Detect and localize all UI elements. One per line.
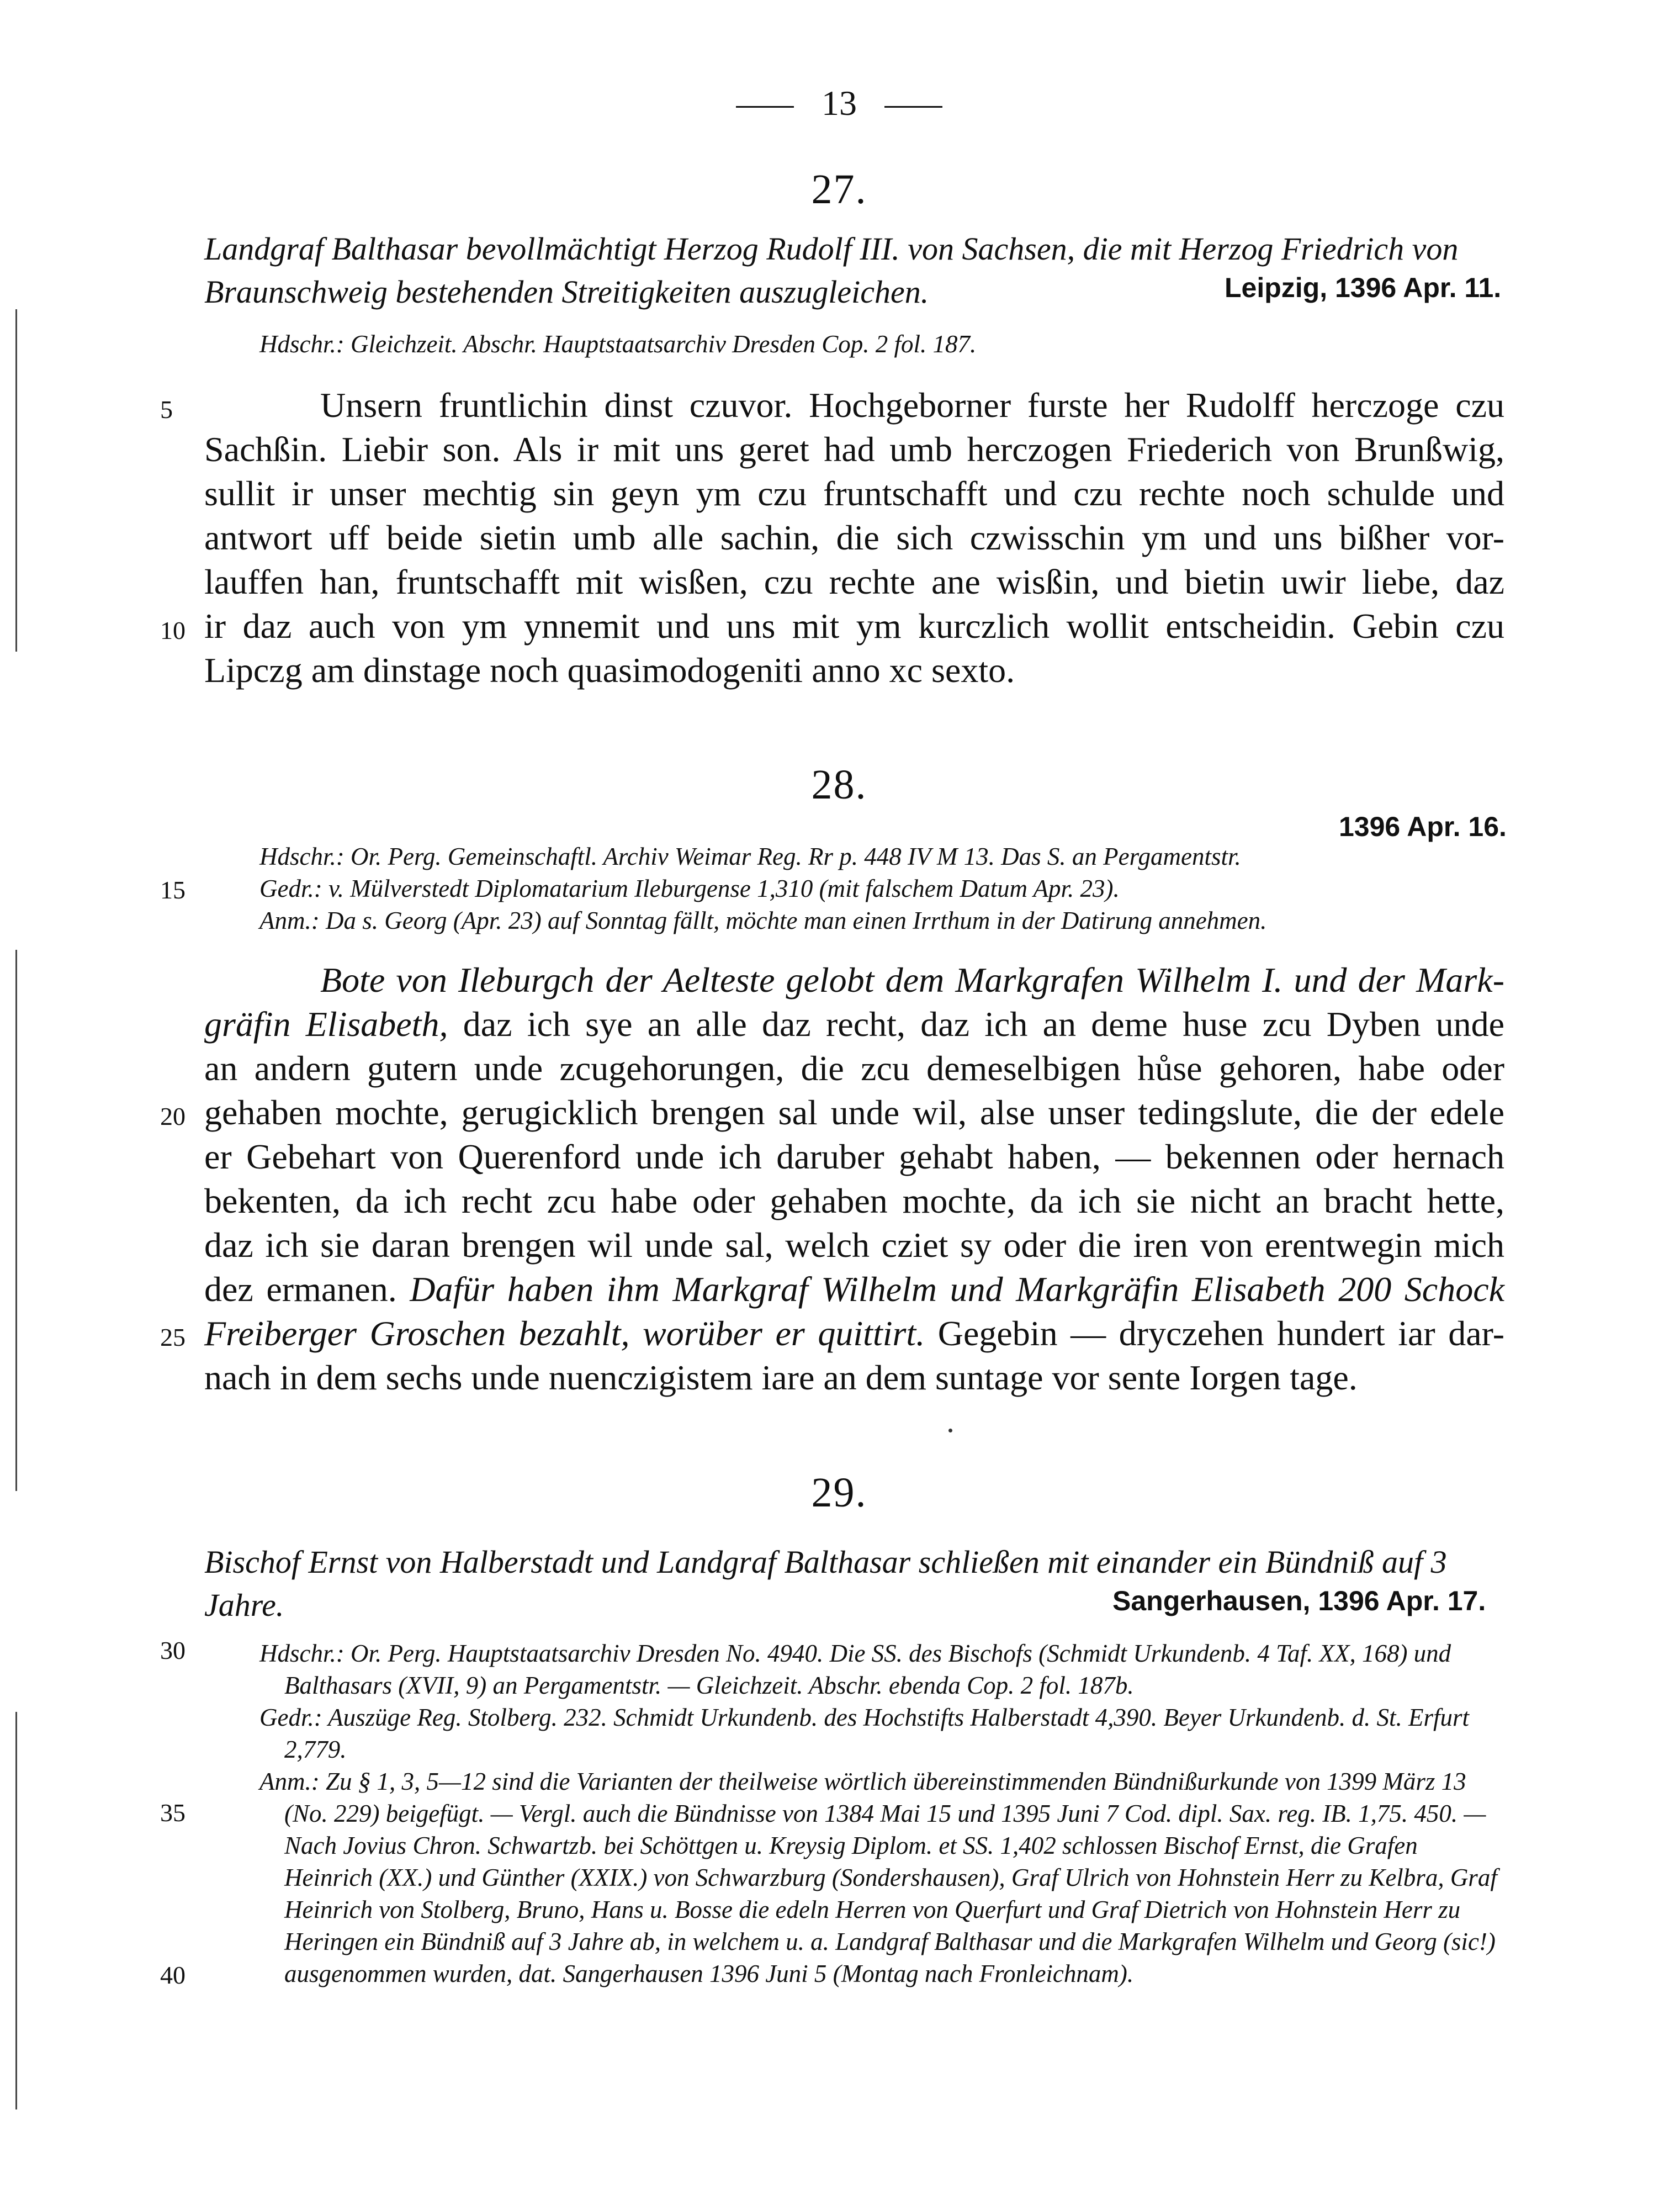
note-line: Gedr.: v. Mülverstedt Diplomatarium Ileburgense 1,310 (mit falschem Datum Apr. 23). bbox=[259, 875, 1120, 902]
text-line bbox=[204, 1356, 1504, 1400]
document-number: 27. bbox=[811, 166, 867, 213]
text-line: antwort uff beide sietin umb alle sachin, die sich czwisschin ym und uns bißher vor- bbox=[204, 518, 1504, 557]
note-line: Hdschr.: Gleichzeit. Abschr. Hauptstaatsarchiv Dresden Cop. 2 fol. 187. bbox=[259, 330, 977, 358]
text-line: Unsern fruntlichin dinst czuvor. Hochgeborner furste her Rudolff herczoge czu bbox=[320, 385, 1504, 425]
text-line: Lipczg am dinstage noch quasimodogeniti anno xc sexto. bbox=[204, 651, 1015, 690]
text-line bbox=[204, 1223, 1504, 1267]
page-number bbox=[701, 83, 977, 124]
manuscript-notes bbox=[259, 1637, 1510, 1990]
line-number: 5 bbox=[160, 395, 173, 424]
left-margin-rule bbox=[15, 1712, 17, 2109]
note-line: Gedr.: Auszüge Reg. Stolberg. 232. Schmidt Urkundenb. des Hochstifts Halberstadt 4,390. Beyer Urkundenb. d. St. Erfurt 2,779. bbox=[259, 1704, 1470, 1763]
document-regest: Bischof Ernst von Halberstadt und Landgraf Balthasar schließen mit einander ein Bündniß auf 3 Jahre. bbox=[204, 1544, 1447, 1623]
text-line bbox=[204, 1135, 1504, 1179]
line-number: 15 bbox=[160, 876, 186, 904]
note-line: Anm.: Da s. Georg (Apr. 23) auf Sonntag fällt, möchte man einen Irrthum in der Datirung annehmen. bbox=[259, 907, 1267, 934]
text-line: ir daz auch von ym ynnemit und uns mit ym kurczlich wollit entscheidin. Gebin czu bbox=[204, 606, 1504, 646]
note-line: Hdschr.: Or. Perg. Gemeinschaftl. Archiv Weimar Reg. Rr p. 448 IV M 13. Das S. an Pergamentstr. bbox=[259, 843, 1241, 870]
text-roman: dez ermanen. bbox=[204, 1270, 410, 1309]
text-line: Sachßin. Liebir son. Als ir mit uns geret had umb herczogen Friederich von Brunßwig, bbox=[204, 430, 1504, 469]
text-roman: er Gebehart von Querenford unde ich daruber gehabt haben, — bekennen oder hernach bbox=[204, 1137, 1504, 1176]
text-roman: daz ich sie daran brengen wil unde sal, welch cziet sy oder die iren von erentwegin mich bbox=[204, 1225, 1504, 1265]
text-italic: Freiberger Groschen bezahlt, worüber er quittirt. bbox=[204, 1314, 925, 1353]
page-number-value: 13 bbox=[822, 83, 857, 123]
text-italic: gräfin Elisabeth, bbox=[204, 1004, 448, 1044]
text-roman: an andern gutern unde zcugehorungen, die zcu demeselbigen hůse gehoren, habe oder bbox=[204, 1049, 1504, 1088]
document-place-date: 1396 Apr. 16. bbox=[1339, 811, 1507, 842]
text-italic: Dafür haben ihm Markgraf Wilhelm und Markgräfin Elisabeth 200 Schock bbox=[410, 1270, 1505, 1309]
line-number: 35 bbox=[160, 1799, 186, 1827]
text-line bbox=[204, 1312, 1504, 1356]
left-margin-rule bbox=[15, 950, 17, 1491]
document-regest: Landgraf Balthasar bevollmächtigt Herzog Rudolf III. von Sachsen, die mit Herzog Friedrich von Braunschweig bestehenden Streitigkeiten auszugleichen. bbox=[204, 231, 1459, 310]
text-roman: bekenten, da ich recht zcu habe oder gehaben mochte, da ich sie nicht an bracht hette, bbox=[204, 1181, 1504, 1220]
text-line bbox=[204, 1267, 1504, 1312]
document-number: 29. bbox=[811, 1469, 867, 1516]
manuscript-notes bbox=[259, 840, 1510, 937]
note-line: Anm.: Zu § 1, 3, 5—12 sind die Varianten der theilweise wörtlich übereinstimmenden Bündnißurkunde von 1399 März 13 (No. 229) beigefügt. — Vergl. auch die Bündnisse von 1384 Mai 15 und 1395 Juni 7 Cod. dipl. Sax. reg. IB. 1,75. 450. — Nach Jovius Chron. Schwartzb. bei Schöttgen u. Kreysig Diplom. et SS. 1,402 schlossen Bischof Ernst, die Grafen Heinrich (XX.) und Günther (XXIX.) von Schwarzburg (Sondershausen), Graf Ulrich von Hohnstein Herr zu Kelbra, Graf Heinrich von Stolberg, Bruno, Hans u. Bosse die edeln Herren von Querfurt und Graf Dietrich von Hohnstein Herr zu Heringen ein Bündniß auf 3 Jahre ab, in welchem u. a. Landgraf Balthasar und die Markgrafen Wilhelm und Georg (sic!) ausgenommen wurden, dat. Sangerhausen 1396 Juni 5 (Montag nach Fronleichnam). bbox=[259, 1768, 1497, 1987]
text-roman: Gegebin — dryczehen hundert iar dar- bbox=[925, 1314, 1505, 1353]
line-number: 40 bbox=[160, 1961, 186, 1989]
line-number: 10 bbox=[160, 616, 186, 644]
document-place-date: Sangerhausen, 1396 Apr. 17. bbox=[1112, 1585, 1486, 1616]
text-line bbox=[204, 1179, 1504, 1223]
manuscript-note bbox=[259, 328, 1510, 360]
text-roman: daz ich sye an alle daz recht, daz ich an deme huse zcu Dyben unde bbox=[448, 1004, 1505, 1044]
page-number-dash-right bbox=[884, 106, 942, 108]
page-number-dash-left bbox=[736, 106, 794, 108]
text-line bbox=[204, 1002, 1504, 1046]
document-number: 28. bbox=[811, 762, 867, 808]
text-roman: nach in dem sechs unde nuenczigistem iare an dem suntage vor sente Iorgen tage. bbox=[204, 1358, 1358, 1397]
text-line bbox=[204, 1091, 1504, 1135]
text-line bbox=[204, 958, 1504, 1002]
text-line: lauffen han, fruntschafft mit wisßen, czu rechte ane wisßin, und bietin uwir liebe, daz bbox=[204, 562, 1504, 601]
text-line: sullit ir unser mechtig sin geyn ym czu fruntschafft und czu rechte noch schulde und bbox=[204, 474, 1504, 513]
line-number: 30 bbox=[160, 1636, 186, 1664]
line-number: 25 bbox=[160, 1323, 186, 1351]
text-line bbox=[204, 1046, 1504, 1091]
line-number: 20 bbox=[160, 1102, 186, 1130]
document-place-date: Leipzig, 1396 Apr. 11. bbox=[1225, 272, 1502, 303]
text-roman: gehaben mochte, gerugicklich brengen sal unde wil, alse unser tedingslute, die der edele bbox=[204, 1093, 1504, 1132]
note-line: Hdschr.: Or. Perg. Hauptstaatsarchiv Dresden No. 4940. Die SS. des Bischofs (Schmidt Urkundenb. 4 Taf. XX, 168) und Balthasars (XVII, 9) an Pergamentstr. — Gleichzeit. Abschr. ebenda Cop. 2 fol. 187b. bbox=[259, 1640, 1451, 1699]
left-margin-rule bbox=[15, 309, 17, 652]
text-italic: Bote von Ileburgch der Aelteste gelobt dem Markgrafen Wilhelm I. und der Mark- bbox=[320, 960, 1504, 1000]
print-dot bbox=[948, 1429, 952, 1432]
